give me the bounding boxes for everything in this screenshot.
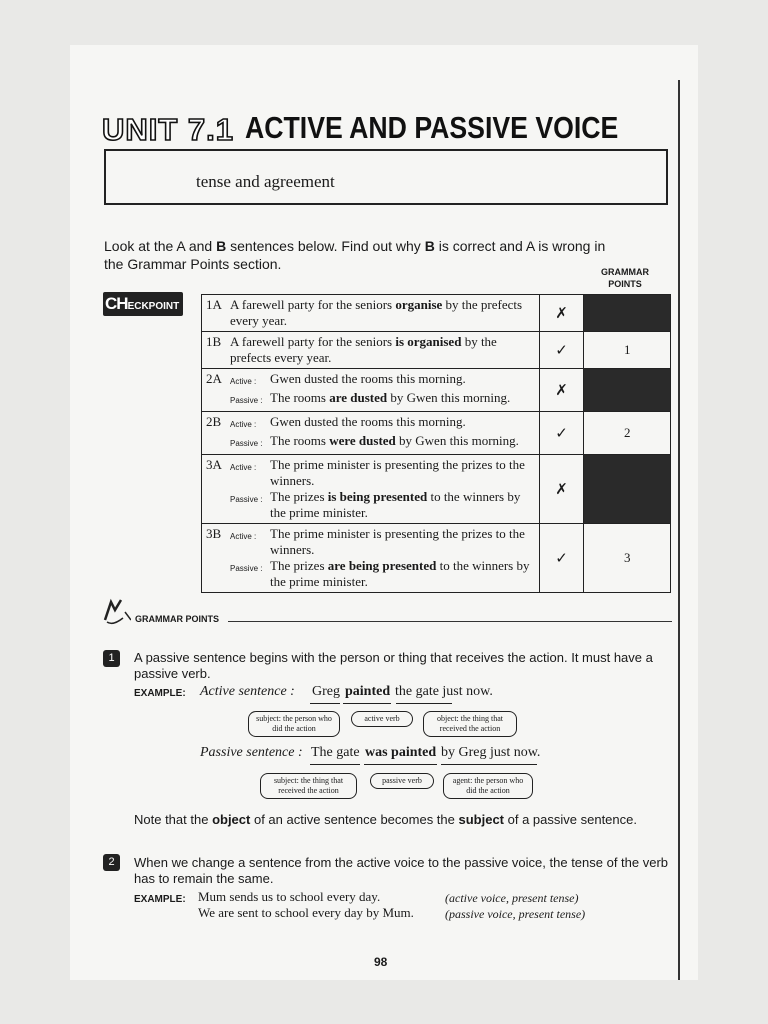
point-number-1: 1 [103,650,120,667]
instruction: Look at the A and B sentences below. Find out why B is correct and A is wrong in the Grammar Points section. [104,238,606,272]
checkpoint-table [201,294,671,593]
subject-bubble: subject: the person who did the action [248,711,340,737]
passive-subject: The gate [311,745,360,760]
tick-mark: ✓ [539,524,584,593]
active-object: the gate just now. [395,684,493,699]
tick-mark: ✓ [539,412,584,455]
cross-mark: ✗ [539,295,584,332]
unit-number: UNIT 7.1 [102,112,235,147]
table-row: 1A A farewell party for the seniors organise by the prefects every year. ✗ [202,295,671,332]
grammar-points-heading: GRAMMAR POINTS [135,614,219,624]
subject-bubble: subject: the thing that received the action [260,773,357,799]
note-text: Note that the object of an active sentence becomes the subject of a passive sentence. [134,812,637,827]
table-row: 2B Active : Gwen dusted the rooms this morning. Passive : The rooms were dusted by Gwen this morning. ✓ 2 [202,412,671,455]
grammar-point-cell [584,455,671,524]
active-sentence-label: Active sentence : [200,684,295,699]
cross-mark: ✗ [539,455,584,524]
grammar-point-cell [584,295,671,332]
verb-bubble: active verb [351,711,413,727]
example-label: EXAMPLE: [134,894,186,905]
object-bubble: object: the thing that received the action [423,711,517,737]
point-1-text: A passive sentence begins with the person or thing that receives the action. It must have a passive verb. [134,650,653,681]
grammar-point-cell: 3 [584,524,671,593]
cross-mark: ✗ [539,369,584,412]
grammar-points-column-header: GRAMMAR POINTS [601,267,649,289]
example-active: Mum sends us to school every day. [198,889,381,904]
underline [396,703,452,704]
checkpoint-badge: CHECKPOINT [103,292,183,316]
example-active-note: (active voice, present tense) [445,891,579,905]
unit-title: ACTIVE AND PASSIVE VOICE [245,110,619,145]
example-passive: We are sent to school every day by Mum. [198,905,414,920]
passive-verb: was painted [365,745,437,760]
table-row: 3B Active : The prime minister is presenting the prizes to the winners. Passive : The prizes are being presented to the winners by the prime minister. ✓ 3 [202,524,671,593]
grammar-point-cell: 2 [584,412,671,455]
underline [364,764,437,765]
passive-agent: by Greg just now. [441,745,541,760]
agent-bubble: agent: the person who did the action [443,773,533,799]
underline [441,764,537,765]
page-number: 98 [374,955,388,969]
grammar-point-cell [584,369,671,412]
active-verb: painted [345,684,391,699]
pencil-icon [101,598,131,628]
tick-mark: ✓ [539,332,584,369]
table-row: 1B A farewell party for the seniors is organised by the prefects every year. ✓ 1 [202,332,671,369]
example-label: EXAMPLE: [134,688,186,699]
point-2-text: When we change a sentence from the active voice to the passive voice, the tense of the verb has to remain the same. [134,855,669,886]
underline [310,764,360,765]
subtitle-box [104,149,668,205]
example-passive-note: (passive voice, present tense) [445,907,586,921]
divider [228,621,672,622]
point-number-2: 2 [103,854,120,871]
underline [343,703,391,704]
active-subject: Greg [312,684,340,699]
unit-subtitle: tense and agreement [196,172,335,191]
grammar-point-cell: 1 [584,332,671,369]
underline [310,703,340,704]
table-row: 2A Active : Gwen dusted the rooms this morning. Passive : The rooms are dusted by Gwen this morning. ✗ [202,369,671,412]
verb-bubble: passive verb [370,773,434,789]
passive-sentence-label: Passive sentence : [200,745,303,760]
table-row: 3A Active : The prime minister is presenting the prizes to the winners. Passive : The prizes is being presented to the winners by the prime minister. ✗ [202,455,671,524]
page-edge-rule [678,80,680,980]
